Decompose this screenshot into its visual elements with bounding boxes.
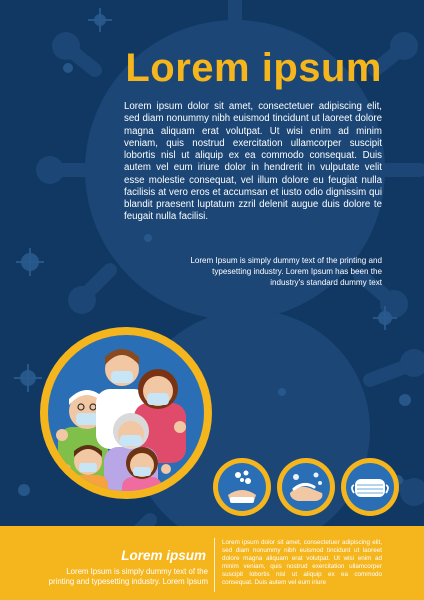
- family-wearing-masks-icon: [40, 327, 212, 499]
- page-title: Lorem ipsum: [125, 46, 382, 90]
- footer-divider: [214, 538, 215, 592]
- handwashing-icon: [277, 458, 335, 516]
- footer-paragraph: Lorem ipsum dolor sit amet, consectetuer adipiscing elit, sed diam nonummy nibh euismod tincidunt ut laoreet dolore magna aliquam erat volutpat. Ut wisi enim ad minim veniam, quis nostrud exercitation ullamcorper suscipit lobortis nisl ut aliquip ex ea commodo consequat. Duis autem vel eum iriure: [222, 539, 382, 587]
- footer-subtitle: Lorem Ipsum is simply dummy text of the printing and typesetting industry. Lorem Ipsum: [48, 567, 208, 586]
- secondary-paragraph: Lorem Ipsum is simply dummy text of the printing and typesetting industry. Lorem Ipsum has been the industry's standard dummy text: [190, 256, 382, 288]
- body-paragraph: Lorem ipsum dolor sit amet, consectetuer adipiscing elit, sed diam nonummy nibh euismod tincidunt ut laoreet dolore magna aliquam erat volutpat. Ut wisi enim ad minim veniam, quis nostrud exercitation ullamcorper suscipit lobortis nisl ut aliquip ex ea commodo consequat. Duis autem vel eum iriure dolor in hendrerit in vulputate velit esse molestie consequat, vel illum dolore eu feugiat nulla facilisis at vero eros et accumsan et iusto odio dignissim qui blandit praesent luptatum zzril delenit augue duis dolore te feugait nulla facilisi.: [124, 101, 382, 223]
- footer-band: [0, 526, 424, 600]
- sneeze-tissue-icon: [213, 458, 271, 516]
- footer-title: Lorem ipsum: [121, 548, 206, 563]
- face-mask-icon: [341, 458, 399, 516]
